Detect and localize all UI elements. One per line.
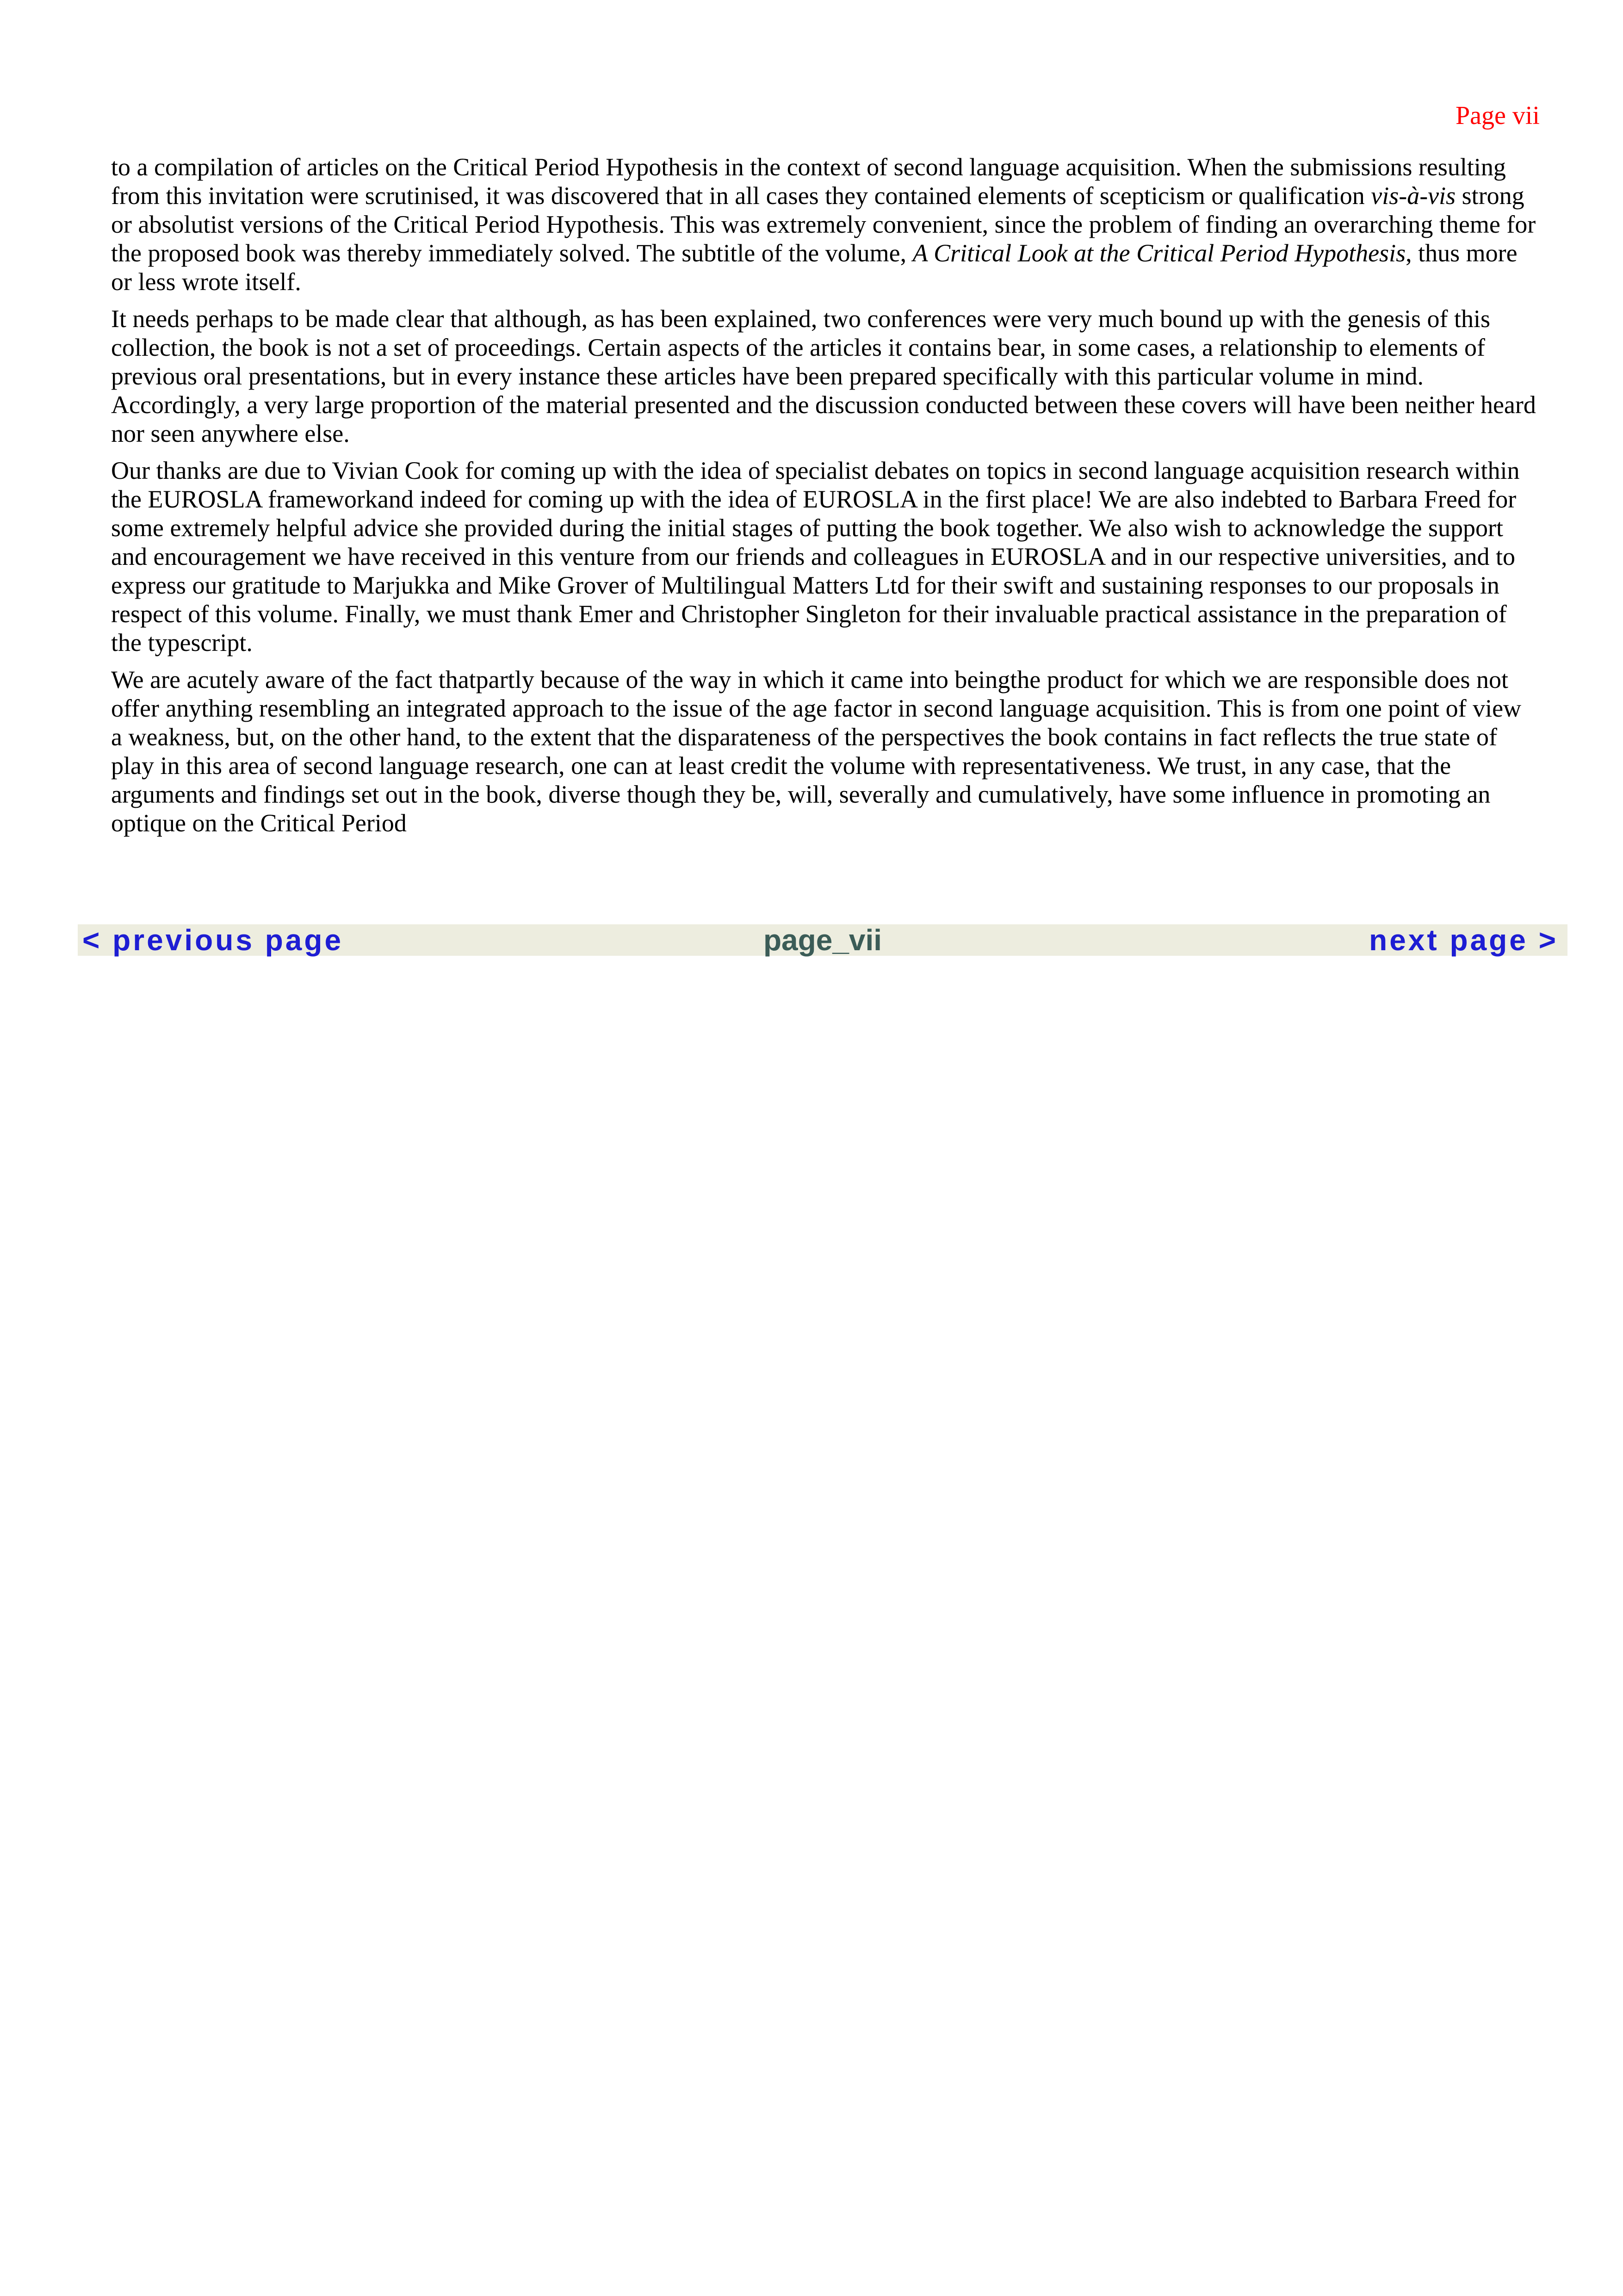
current-page-id: page_vii <box>763 923 882 957</box>
paragraph-text: Our thanks are due to Vivian Cook for coming up with the idea of specialist debates on topics in second language acquisition research within the EUROSLA frameworkand indeed for coming up with the idea of EUROSLA in the first place! We are also indebted to Barbara Freed for some extremely helpful advice she provided during the initial stages of putting the book together. We also wish to acknowledge the support and encouragement we have received in this venture from our friends and colleagues in EUROSLA and in our respective universities, and to express our gratitude to Marjukka and Mike Grover of Multilingual Matters Ltd for their swift and sustaining responses to our proposals in respect of this volume. Finally, we must thank Emer and Christopher Singleton for their invaluable practical assistance in the preparation of the typescript. <box>111 457 1520 656</box>
page-number-label: Page vii <box>1456 101 1540 130</box>
paragraph <box>111 153 1536 296</box>
book-subtitle: A Critical Look at the Critical Period Hypothesis <box>912 239 1406 267</box>
paragraph-text: strong or absolutist versions of the Critical Period Hypothesis. This was extremely convenient, since the problem of finding an overarching theme for the proposed book was thereby immediately solved. The subtitle of the volume, <box>111 182 1536 267</box>
paragraph <box>111 456 1536 657</box>
next-page-link[interactable]: next page > <box>1369 923 1558 957</box>
italic-phrase: vis-à-vis <box>1371 182 1456 210</box>
paragraph-text: It needs perhaps to be made clear that although, as has been explained, two conferences were very much bound up with the genesis of this collection, the book is not a set of proceedings. Certain aspects of the articles it contains bear, in some cases, a relationship to elements of previous oral presentations, but in every instance these articles have been prepared specifically with this particular volume in mind. Accordingly, a very large proportion of the material presented and the discussion conducted between these covers will have been neither heard nor seen anywhere else. <box>111 305 1536 447</box>
paragraph <box>111 665 1536 837</box>
paragraph-text: to a compilation of articles on the Critical Period Hypothesis in the context of second language acquisition. When the submissions resulting from this invitation were scrutinised, it was discovered that in all cases they contained elements of scepticism or qualification <box>111 153 1506 210</box>
paragraph-text: We are acutely aware of the fact thatpartly because of the way in which it came into beingthe product for which we are responsible does not offer anything resembling an integrated approach to the issue of the age factor in second language acquisition. This is from one point of view a weakness, but, on the other hand, to the extent that the disparateness of the perspectives the book contains in fact reflects the true state of play in this area of second language research, one can at least credit the volume with representativeness. We trust, in any case, that the arguments and findings set out in the book, diverse though they be, will, severally and cumulatively, have some influence in promoting an optique on the Critical Period <box>111 666 1522 837</box>
previous-page-link[interactable]: < previous page <box>82 923 344 957</box>
paragraph <box>111 304 1536 448</box>
paragraph-text: , thus more or less wrote itself. <box>111 239 1518 296</box>
document-body <box>111 153 1536 846</box>
page-navigation-bar <box>78 924 1567 956</box>
